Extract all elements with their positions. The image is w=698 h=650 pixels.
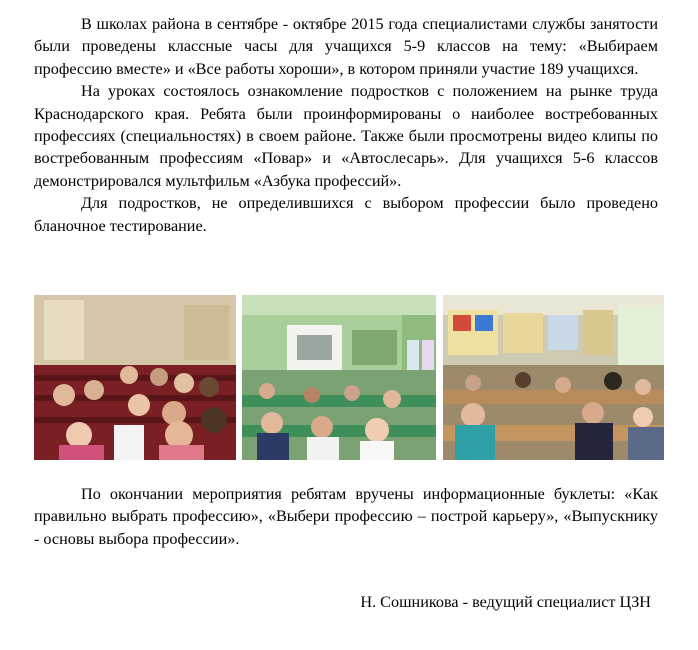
intro-paragraph-1: В школах района в сентябре - октябре 2015 года специалистами службы занятости были проведены классные часы для учащихся 5-9 классов на тему: «Выбираем профессию вместе» и «Все работы хороши», в котором приняли участие 189 учащихся.	[34, 15, 658, 78]
intro-paragraph-2: На уроках состоялось ознакомление подростков с положением на рынке труда Краснодарского края. Ребята были проинформированы о наиболее востребованных профессиях (специальностях) в своем районе. Также были просмотрены видео клипы по востребованным профессиям «Повар» и «Автослесарь». Для учащихся 5-6 классов демонстрировался мультфильм «Азбука профессий».	[34, 82, 658, 190]
footer-text	[34, 483, 658, 550]
classroom-with-projector-photo	[242, 295, 436, 460]
author-signature: Н. Сошникова - ведущий специалист ЦЗН	[360, 593, 651, 611]
intro-paragraph-3: Для подростков, не определившихся с выбором профессии было проведено бланочное тестирование.	[34, 194, 658, 235]
intro-text	[34, 13, 658, 237]
footer-paragraph: По окончании мероприятия ребятам вручены информационные буклеты: «Как правильно выбрать профессию», «Выбери профессию – построй карьеру», «Выпускнику - основы выбора профессии».	[34, 485, 658, 548]
students-at-desks-photo	[443, 295, 664, 460]
students-in-auditorium-photo	[34, 295, 236, 460]
